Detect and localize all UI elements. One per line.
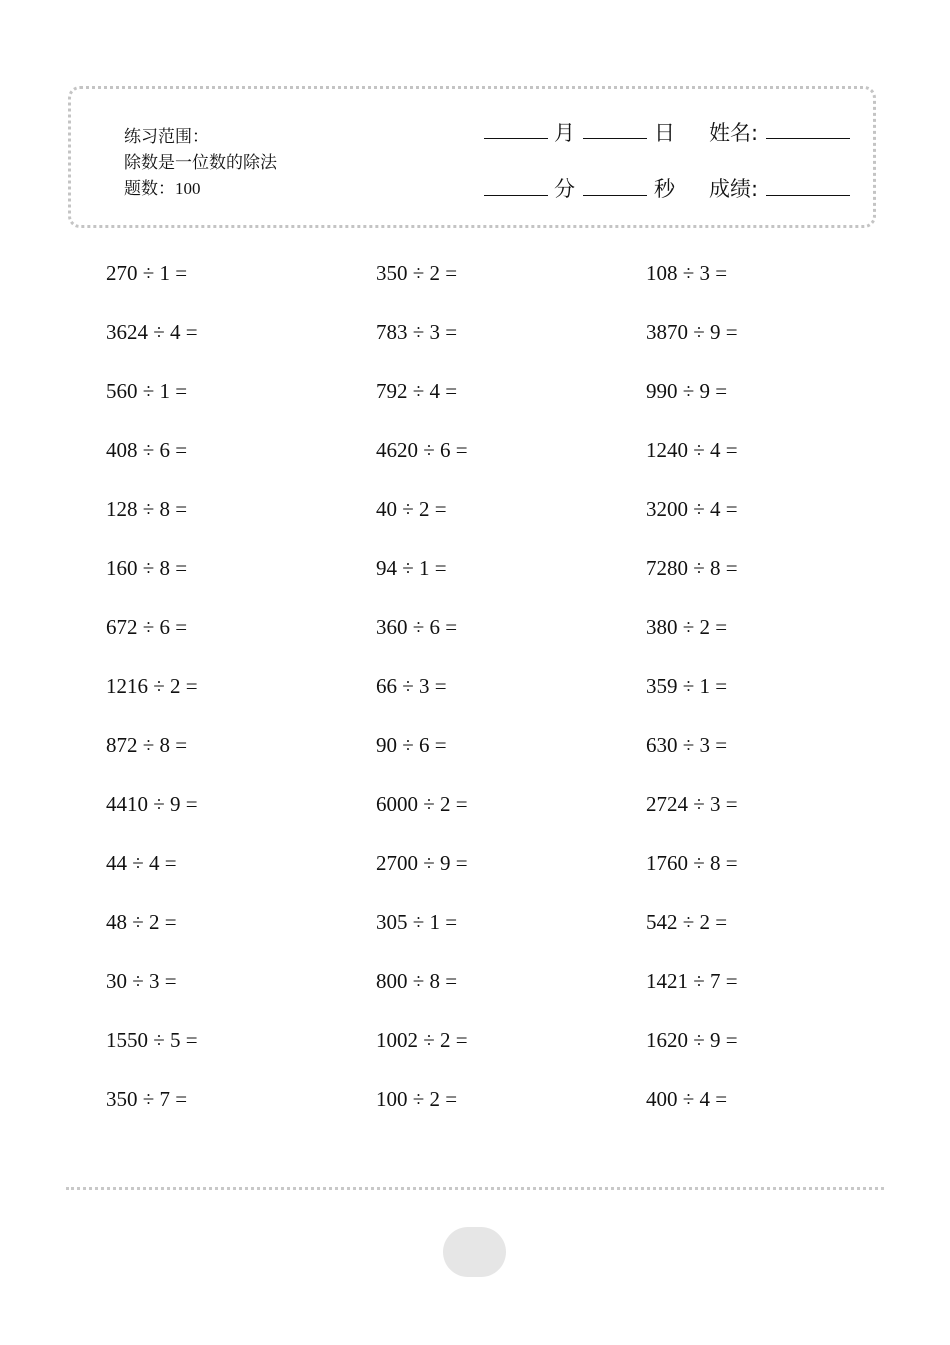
problem-row [106,303,916,362]
division-problem: 44 ÷ 4 = [106,851,177,875]
division-problem: 270 ÷ 1 = [106,261,188,285]
name-label: 姓名: [709,121,759,145]
division-problem: 792 ÷ 4 = [376,379,458,403]
division-problem: 3624 ÷ 4 = [106,320,198,344]
division-problem: 4620 ÷ 6 = [376,438,468,462]
division-problem: 800 ÷ 8 = [376,969,458,993]
problem-row [106,539,916,598]
division-problem: 542 ÷ 2 = [646,910,728,934]
division-problem: 630 ÷ 3 = [646,733,728,757]
day-label: 日 [654,121,675,145]
division-problem: 672 ÷ 6 = [106,615,188,639]
name-blank[interactable] [766,138,850,139]
problem-row [106,598,916,657]
division-problem: 408 ÷ 6 = [106,438,188,462]
month-blank[interactable] [484,138,548,139]
division-problem: 350 ÷ 2 = [376,261,458,285]
problem-row [106,480,916,539]
division-problem: 1760 ÷ 8 = [646,851,738,875]
minute-label: 分 [554,177,575,201]
division-problem: 3870 ÷ 9 = [646,320,738,344]
division-problem: 40 ÷ 2 = [376,497,447,521]
division-problem: 6000 ÷ 2 = [376,792,468,816]
division-problem: 128 ÷ 8 = [106,497,188,521]
division-problem: 1550 ÷ 5 = [106,1028,198,1052]
day-blank[interactable] [583,138,647,139]
division-problem: 94 ÷ 1 = [376,556,447,580]
minute-blank[interactable] [484,195,548,196]
division-problem: 100 ÷ 2 = [376,1087,458,1111]
second-label: 秒 [654,177,675,201]
second-blank[interactable] [583,195,647,196]
problem-row [106,421,916,480]
division-problem: 1240 ÷ 4 = [646,438,738,462]
division-problem: 7280 ÷ 8 = [646,556,738,580]
division-problem: 2700 ÷ 9 = [376,851,468,875]
problem-row [106,775,916,834]
division-problem: 990 ÷ 9 = [646,379,728,403]
division-problem: 2724 ÷ 3 = [646,792,738,816]
division-problem: 783 ÷ 3 = [376,320,458,344]
problem-row [106,952,916,1011]
division-problem: 560 ÷ 1 = [106,379,188,403]
division-problem: 380 ÷ 2 = [646,615,728,639]
division-problem: 48 ÷ 2 = [106,910,177,934]
problem-row [106,1070,916,1129]
range-value: 除数是一位数的除法 [124,153,277,173]
month-label: 月 [554,121,575,145]
division-problem: 66 ÷ 3 = [376,674,447,698]
division-problem: 360 ÷ 6 = [376,615,458,639]
range-label: 练习范围： [124,127,209,147]
division-problem: 4410 ÷ 9 = [106,792,198,816]
count-value: 100 [175,179,201,198]
division-problem: 1002 ÷ 2 = [376,1028,468,1052]
problem-grid [106,244,916,1129]
division-problem: 305 ÷ 1 = [376,910,458,934]
footer-divider [66,1187,884,1190]
problem-row [106,716,916,775]
division-problem: 3200 ÷ 4 = [646,497,738,521]
division-problem: 108 ÷ 3 = [646,261,728,285]
page-number-badge [443,1227,506,1277]
division-problem: 1421 ÷ 7 = [646,969,738,993]
problem-row [106,1011,916,1070]
division-problem: 1216 ÷ 2 = [106,674,198,698]
division-problem: 872 ÷ 8 = [106,733,188,757]
count-label: 题数： [124,179,175,199]
division-problem: 160 ÷ 8 = [106,556,188,580]
problem-row [106,657,916,716]
problem-row [106,362,916,421]
division-problem: 90 ÷ 6 = [376,733,447,757]
division-problem: 1620 ÷ 9 = [646,1028,738,1052]
division-problem: 359 ÷ 1 = [646,674,728,698]
header-fields [0,0,950,230]
score-blank[interactable] [766,195,850,196]
division-problem: 350 ÷ 7 = [106,1087,188,1111]
problem-row [106,834,916,893]
problem-row [106,893,916,952]
score-label: 成绩: [709,177,759,201]
division-problem: 400 ÷ 4 = [646,1087,728,1111]
problem-row [106,244,916,303]
division-problem: 30 ÷ 3 = [106,969,177,993]
